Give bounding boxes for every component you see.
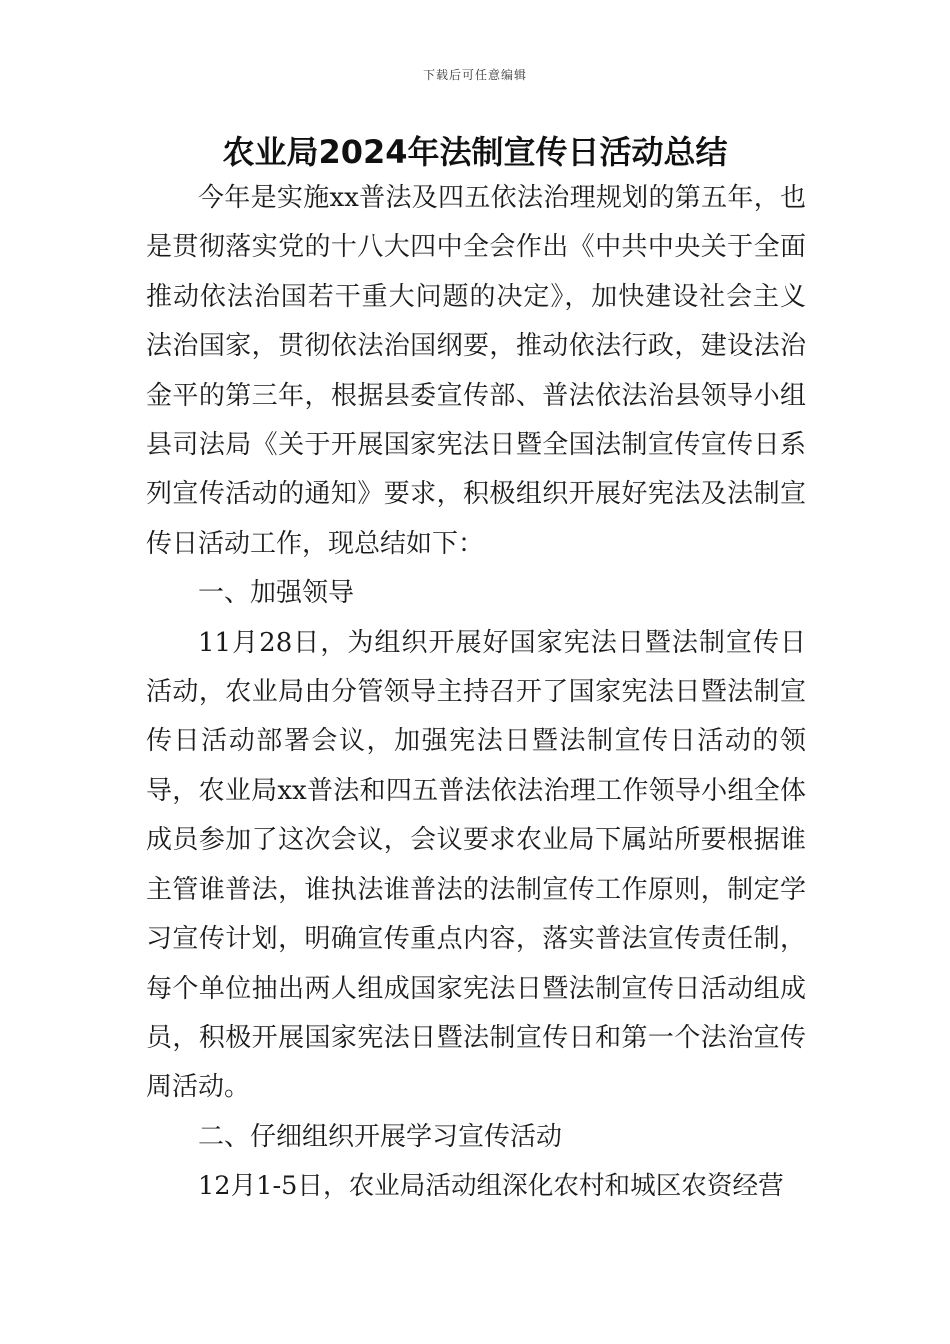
section-heading-2: 二、仔细组织开展学习宣传活动 xyxy=(198,1121,563,1152)
section-2-paragraph: 12月1-5日，农业局活动组深化农村和城区农资经营 xyxy=(198,1171,784,1202)
header-note: 下载后可任意编辑 xyxy=(422,68,527,82)
intro-paragraph: 今年是实施xx普法及四五依法治理规划的第五年，也是贯彻落实党的十八大四中全会作出《中共中央关于全面推动依法治国若干重大问题的决定》，加快建设社会主义法治国家，贯彻依法治国纲要，推动依法行政，建设法治金平的第三年，根据县委宣传部、普法依法治县领导小组县司法局《关于开展国家宪法日暨全国法制宣传宣传日系列宣传活动的通知》要求，积极组织开展好宪法及法制宣传日活动工作，现总结如下： xyxy=(146,183,806,559)
section-heading-1: 一、加强领导 xyxy=(198,578,355,609)
document-title: 农业局2024年法制宣传日活动总结 xyxy=(222,133,728,171)
section-1-paragraph: 11月28日，为组织开展好国家宪法日暨法制宣传日活动，农业局由分管领导主持召开了国家宪法日暨法制宣传日活动部署会议，加强宪法日暨法制宣传日活动的领导，农业局xx普法和四五普法依法治理工作领导小组全体成员参加了这次会议，会议要求农业局下属站所要根据谁主管谁普法，谁执法谁普法的法制宣传工作原则，制定学习宣传计划，明确宣传重点内容，落实普法宣传责任制，每个单位抽出两人组成国家宪法日暨法制宣传日活动组成员，积极开展国家宪法日暨法制宣传日和第一个法治宣传周活动。 xyxy=(146,627,806,1103)
document-body xyxy=(146,174,806,1212)
